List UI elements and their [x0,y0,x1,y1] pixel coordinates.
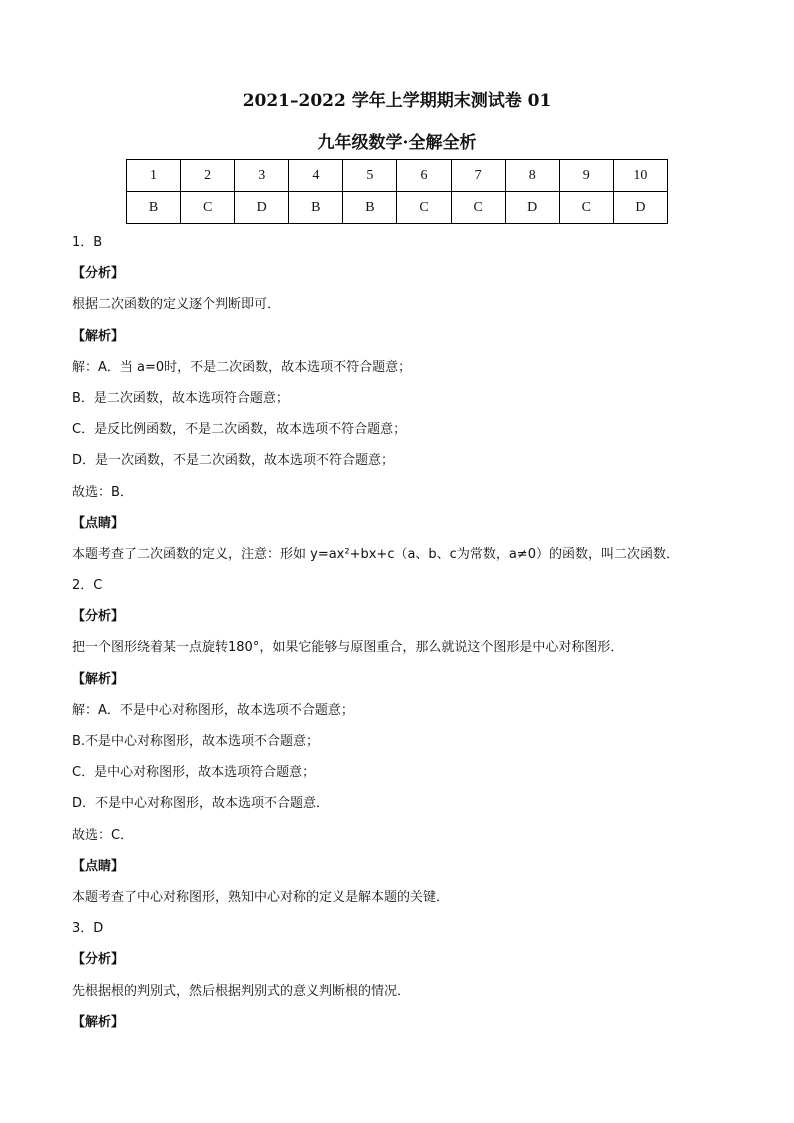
question-number-cell: 3 [235,160,289,192]
question-number-cell: 9 [559,160,613,192]
answer-cell: B [289,192,343,224]
text-line: 根据二次函数的定义逐个判断即可． [72,297,281,313]
document-title: 2021–2022 学年上学期期末测试卷 01 [242,91,552,111]
text-line: 解：A．不是中心对称图形，故本选项不合题意； [72,702,354,718]
text-line: B．是二次函数，故本选项符合题意； [72,390,289,406]
answer-table-answer-row [127,192,668,224]
text-line: 故选：B． [72,484,133,500]
text-line: 把一个图形绕着某一点旋转180°，如果它能够与原图重合，那么就说这个图形是中心对称图形． [72,640,624,656]
section-heading: 【解析】 [72,328,125,344]
question-number-cell: 6 [397,160,451,192]
answer-cell: C [451,192,505,224]
text-line: 本题考查了二次函数的定义，注意：形如 y=ax²+bx+c（a、b、c为常数，a≠0）的函数，叫二次函数． [72,546,679,562]
text-line: 2．C [72,578,103,594]
question-number-cell: 10 [613,160,667,192]
question-number-cell: 5 [343,160,397,192]
text-line: 解：A．当 a=0时，不是二次函数，故本选项不符合题意； [72,359,412,375]
solution-body [72,227,732,1038]
question-number-cell: 4 [289,160,343,192]
question-number-cell: 1 [127,160,181,192]
text-line: C．是中心对称图形，故本选项符合题意； [72,765,316,781]
answer-cell: D [613,192,667,224]
answer-cell: C [181,192,235,224]
document-subtitle: 九年级数学·全解全析 [317,133,477,153]
text-line: B.不是中心对称图形，故本选项不合题意； [72,734,320,749]
answer-cell: C [397,192,451,224]
answer-table [126,159,668,224]
section-heading: 【分析】 [72,266,125,282]
answer-cell: D [505,192,559,224]
question-number-cell: 2 [181,160,235,192]
text-line: C．是反比例函数，不是二次函数，故本选项不符合题意； [72,422,407,438]
text-line: 故选：C． [72,827,134,843]
section-heading: 【分析】 [72,609,125,625]
text-line: 本题考查了中心对称图形，熟知中心对称的定义是解本题的关键． [72,889,450,905]
section-heading: 【点睛】 [72,515,125,531]
text-line: D．不是中心对称图形，故本选项不合题意． [72,796,330,812]
answer-cell: D [235,192,289,224]
text-line: 1．B [72,235,103,250]
section-heading: 【分析】 [72,952,125,968]
text-line: 3．D [72,921,104,937]
text-line: 先根据根的判别式，然后根据判别式的意义判断根的情况． [72,983,411,999]
text-line: D．是一次函数，不是二次函数，故本选项不符合题意； [72,453,395,469]
question-number-cell: 8 [505,160,559,192]
section-heading: 【解析】 [72,671,125,687]
section-heading: 【点睛】 [72,858,125,874]
answer-cell: B [343,192,397,224]
answer-table-number-row [127,160,668,192]
answer-cell: C [559,192,613,224]
answer-cell: B [127,192,181,224]
section-heading: 【解析】 [72,1014,125,1030]
question-number-cell: 7 [451,160,505,192]
